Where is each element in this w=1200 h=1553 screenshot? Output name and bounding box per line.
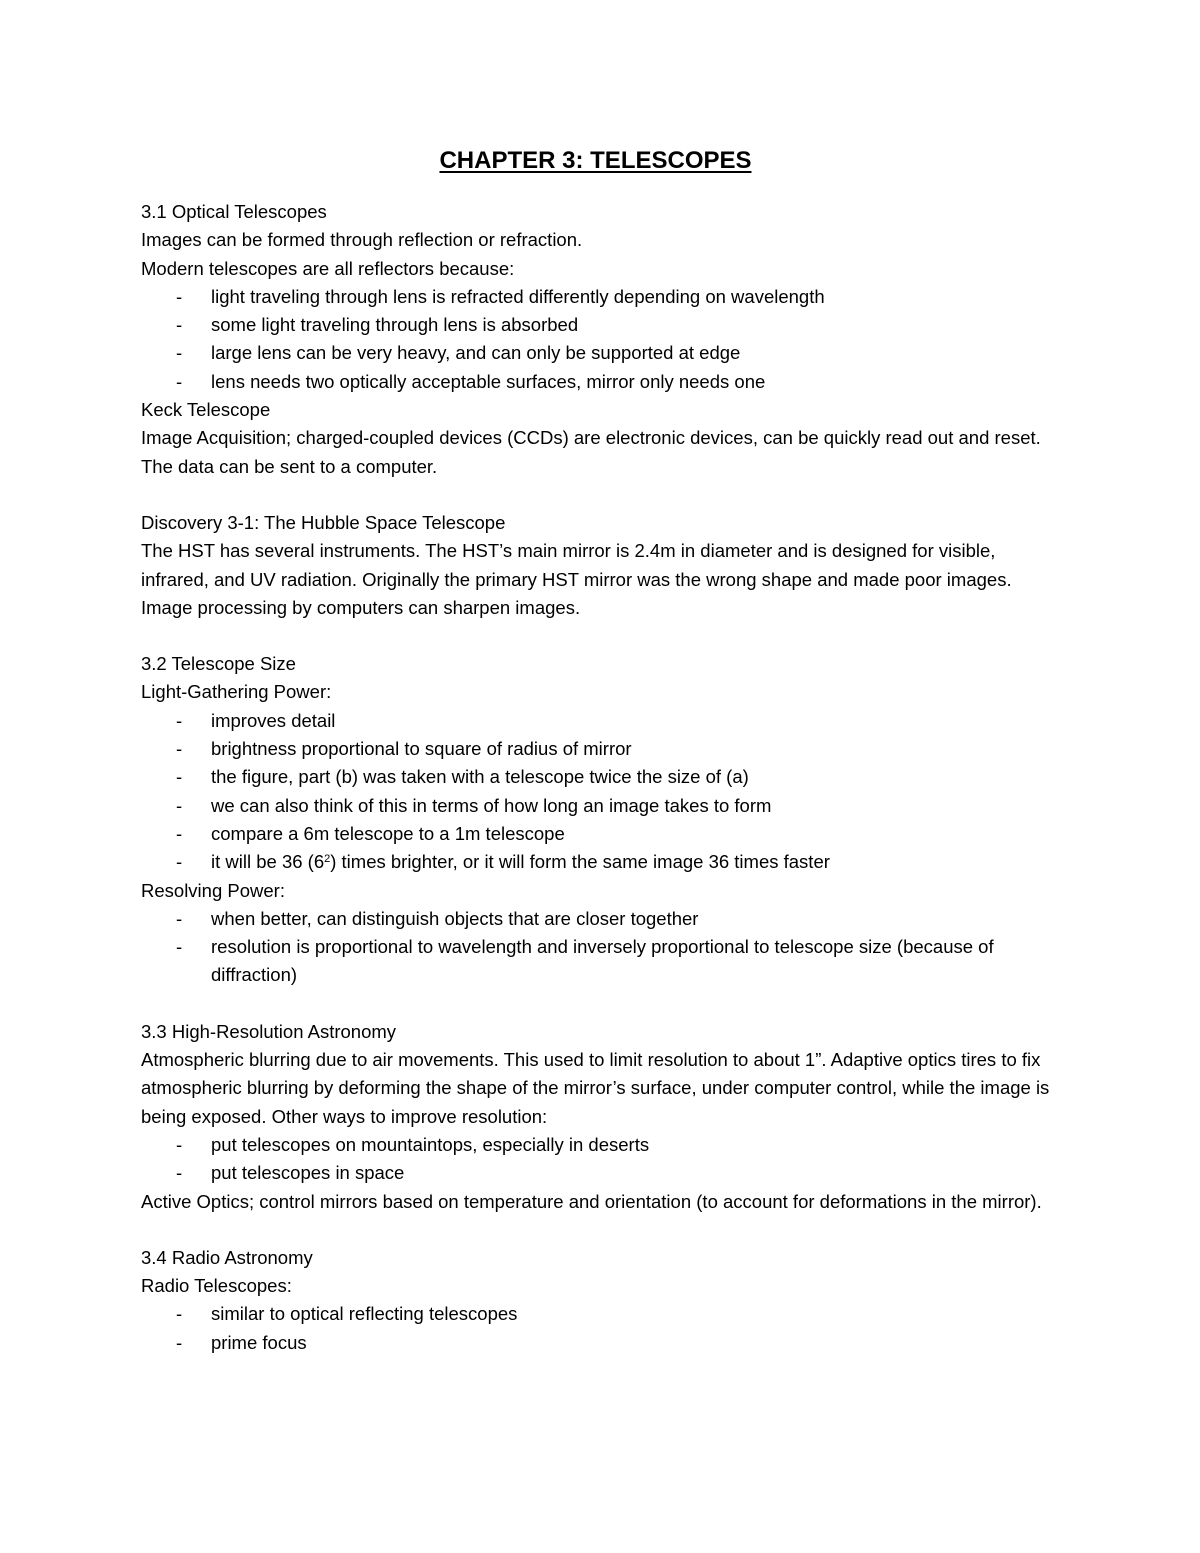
list-item-text: improves detail	[211, 709, 336, 731]
list-item-text: light traveling through lens is refracted differently depending on wavelength	[211, 285, 825, 307]
text-fragment: ) times brighter, or it will form the same image 36 times faster	[330, 851, 830, 873]
section-hubble	[141, 509, 1050, 622]
list-item	[141, 339, 1050, 367]
list-item-text: put telescopes in space	[211, 1162, 405, 1184]
section-radio-astronomy	[141, 1244, 1050, 1357]
dash-marker: -	[176, 342, 183, 364]
paragraph: Image Acquisition; charged-coupled devices (CCDs) are electronic devices, can be quickly read out and reset. The data can be sent to a computer.	[141, 427, 1041, 477]
list-item	[141, 1131, 1050, 1159]
list-item-text: prime focus	[211, 1331, 307, 1353]
list-item	[141, 735, 1050, 763]
list-item	[141, 820, 1050, 848]
dash-marker: -	[176, 766, 183, 788]
list-item	[141, 905, 1050, 933]
paragraph: Active Optics; control mirrors based on temperature and orientation (to account for deformations in the mirror).	[141, 1190, 1042, 1212]
dash-marker: -	[176, 1133, 183, 1155]
list-item	[141, 1159, 1050, 1187]
list-item	[141, 763, 1050, 791]
chapter-title: CHAPTER 3: TELESCOPES	[439, 147, 752, 174]
dash-marker: -	[176, 285, 183, 307]
list-item-text: compare a 6m telescope to a 1m telescope	[211, 822, 565, 844]
list-item-text: put telescopes on mountaintops, especially in deserts	[211, 1133, 650, 1155]
dash-marker: -	[176, 936, 183, 958]
paragraph: Light-Gathering Power:	[141, 681, 332, 703]
section-heading: 3.1 Optical Telescopes	[141, 201, 327, 222]
section-heading: 3.3 High-Resolution Astronomy	[141, 1020, 397, 1042]
section-optical-telescopes	[141, 198, 1050, 481]
list-item-text: resolution is proportional to wavelength and inversely proportional to telescope size (because of diffraction)	[211, 936, 994, 986]
dash-marker: -	[176, 794, 183, 816]
bullet-list	[141, 905, 1050, 990]
list-item	[141, 848, 1050, 876]
list-item-text: lens needs two optically acceptable surfaces, mirror only needs one	[211, 370, 766, 392]
dash-marker: -	[176, 1303, 183, 1325]
list-item-text: we can also think of this in terms of how long an image takes to form	[211, 794, 772, 816]
section-heading: 3.2 Telescope Size	[141, 653, 296, 675]
list-item	[141, 933, 1050, 990]
dash-marker: -	[176, 314, 183, 336]
dash-marker: -	[176, 851, 183, 873]
bullet-list	[141, 1300, 1050, 1357]
bullet-list	[141, 1131, 1050, 1188]
list-item	[141, 792, 1050, 820]
list-item	[141, 283, 1050, 311]
list-item-text: the figure, part (b) was taken with a telescope twice the size of (a)	[211, 766, 749, 788]
dash-marker: -	[176, 822, 183, 844]
dash-marker: -	[176, 1331, 183, 1353]
list-item	[141, 1300, 1050, 1328]
paragraph: Atmospheric blurring due to air movements. This used to limit resolution to about 1”. Adaptive optics tires to fix atmospheric blurring by deforming the shape of the mirror’s surface, under computer control, while the image is being exposed. Other ways to improve resolution:	[141, 1049, 1050, 1127]
section-heading: 3.4 Radio Astronomy	[141, 1246, 313, 1268]
dash-marker: -	[176, 738, 183, 760]
bullet-list	[141, 707, 1050, 877]
paragraph: Images can be formed through reflection or refraction.	[141, 229, 583, 251]
list-item	[141, 1329, 1050, 1357]
dash-marker: -	[176, 370, 183, 392]
paragraph: The HST has several instruments. The HST’s main mirror is 2.4m in diameter and is designed for visible, infrared, and UV radiation. Originally the primary HST mirror was the wrong shape and made poor images. Image processing by computers can sharpen images.	[141, 540, 1012, 618]
list-item-text: when better, can distinguish objects that are closer together	[211, 907, 699, 929]
dash-marker: -	[176, 1162, 183, 1184]
list-item-text: large lens can be very heavy, and can only be supported at edge	[211, 342, 741, 364]
bullet-list	[141, 283, 1050, 396]
paragraph: Keck Telescope	[141, 399, 271, 421]
section-heading: Discovery 3-1: The Hubble Space Telescope	[141, 511, 506, 533]
list-item-text: brightness proportional to square of radius of mirror	[211, 738, 632, 760]
paragraph: Resolving Power:	[141, 879, 285, 901]
list-item	[141, 311, 1050, 339]
text-fragment: it will be 36 (6	[211, 851, 325, 873]
paragraph: Radio Telescopes:	[141, 1275, 292, 1297]
list-item-text: similar to optical reflecting telescopes	[211, 1303, 518, 1325]
list-item	[141, 707, 1050, 735]
list-item-text: some light traveling through lens is absorbed	[211, 314, 579, 336]
section-high-resolution	[141, 1018, 1050, 1216]
list-item	[141, 368, 1050, 396]
dash-marker: -	[176, 907, 183, 929]
paragraph: Modern telescopes are all reflectors because:	[141, 257, 515, 279]
dash-marker: -	[176, 709, 183, 731]
superscript: 2	[324, 853, 331, 866]
list-item-text	[211, 851, 830, 872]
section-telescope-size	[141, 650, 1050, 990]
